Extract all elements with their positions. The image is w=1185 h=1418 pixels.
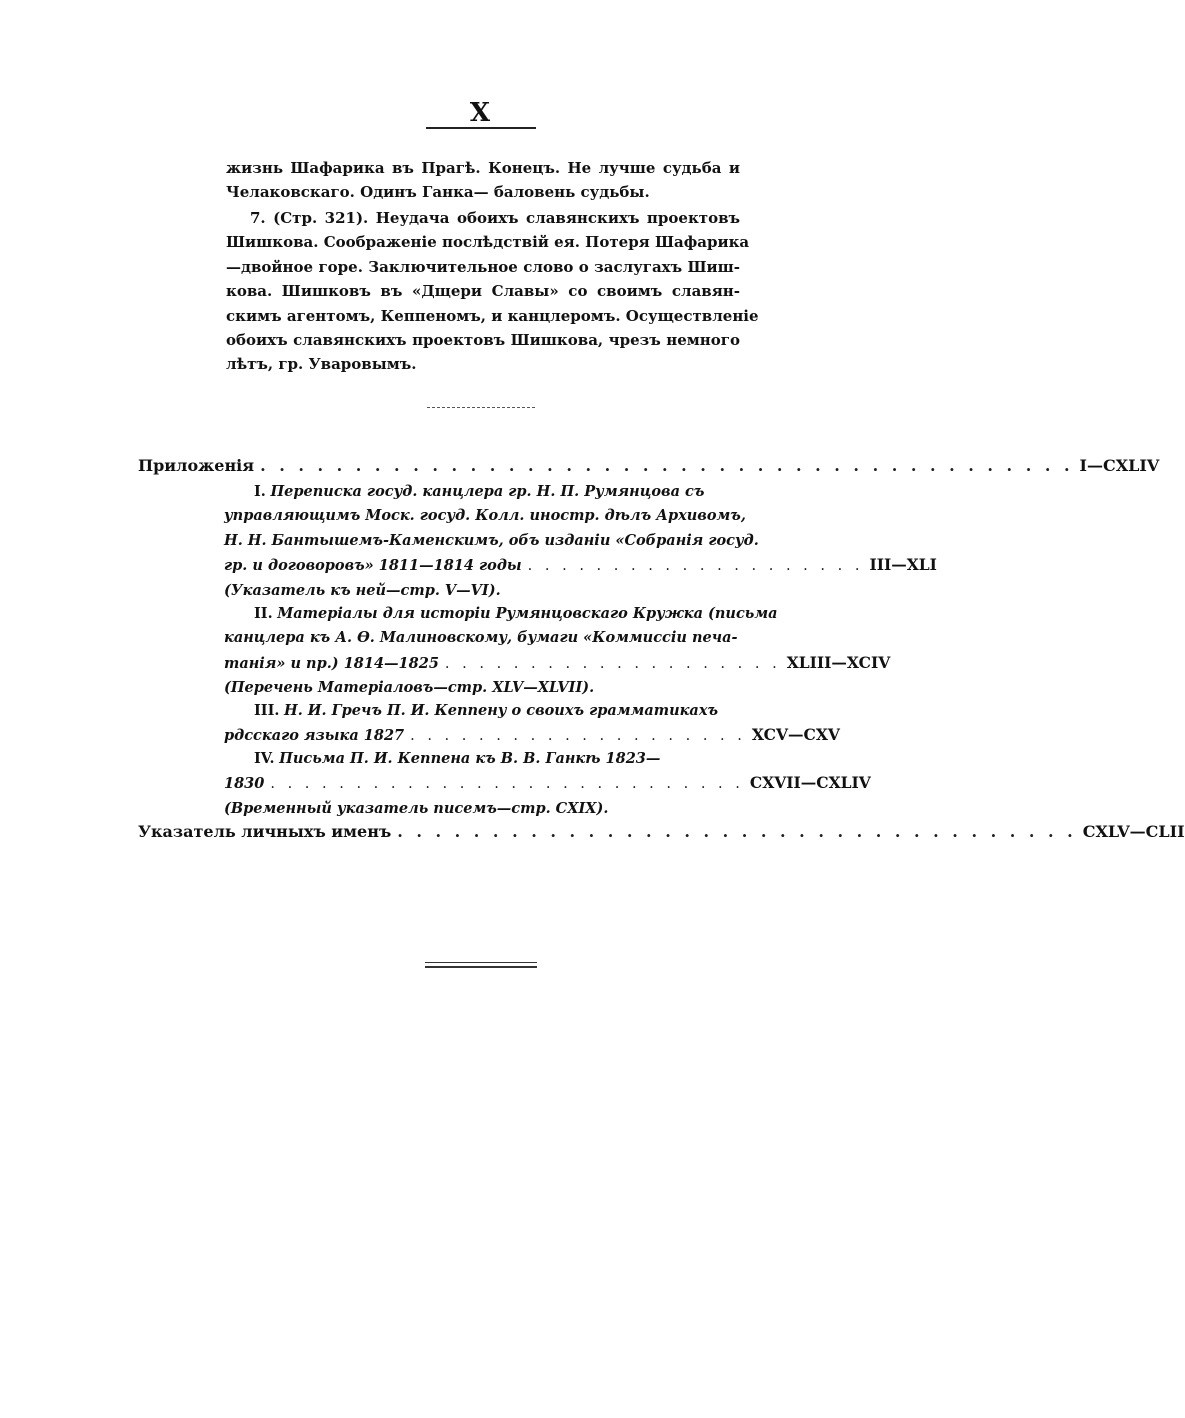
toc-item-4 xyxy=(224,747,871,821)
text-line: лѣтъ, гр. Уваровымъ. xyxy=(226,355,417,374)
toc-index-pages: CXLV—CLII xyxy=(1082,822,1185,841)
item-note: (Временный указатель писемъ—стр. CXIX). xyxy=(224,799,609,817)
toc-index-title: Указатель личныхъ именъ xyxy=(138,822,392,841)
toc-item-1 xyxy=(224,480,937,603)
item-text-line: Переписка госуд. канцлера гр. Н. П. Румянцова съ xyxy=(270,483,705,500)
leader-dots: . . . . . . . . . . . . . . . . . . . . . . . . . . . . . . . . . . . . . . . . . . . xyxy=(260,456,1074,475)
footer-rule xyxy=(425,966,537,968)
item-pages: XLIII—XCIV xyxy=(786,652,891,672)
section-7-paragraph xyxy=(226,206,759,377)
item-pages: XCV—CXV xyxy=(751,725,840,745)
intro-paragraph xyxy=(226,156,740,205)
item-text-line: Н. И. Гречъ П. И. Кеппену о своихъ грамматикахъ xyxy=(284,702,719,719)
toc-appendices-title: Приложенiя xyxy=(138,456,255,475)
leader-dots: . . . . . . . . . . . . . . . . . . . . xyxy=(410,728,746,745)
item-text-line: управляющимъ Моск. госуд. Колл. иностр. дѣлъ Архивомъ, xyxy=(224,507,746,525)
page-numeral: X xyxy=(469,98,491,128)
text-line: Челаковскаго. Одинъ Ганка— баловень судьбы. xyxy=(226,183,650,202)
item-note: (Указатель къ ней—стр. V—VI). xyxy=(224,581,501,599)
text-line: кова. Шишковъ въ «Дщери Славы» со своимъ славян- xyxy=(226,282,740,301)
item-number: III. xyxy=(254,702,280,719)
item-text-line: канцлера къ А. Ө. Малиновскому, бумаги «Коммиссiи печа- xyxy=(224,629,738,647)
footer-rule xyxy=(425,962,537,963)
section-separator xyxy=(427,407,535,410)
toc-appendices-row xyxy=(138,456,1160,475)
item-number: I. xyxy=(254,483,266,500)
item-number: II. xyxy=(254,605,273,622)
item-text-line: Н. Н. Бантышемъ-Каменскимъ, объ изданiи «Собранiя госуд. xyxy=(224,531,759,549)
leader-dots: . . . . . . . . . . . . . . . . . . . . xyxy=(527,558,864,575)
text-line: Шишкова. Соображенiе послѣдствiй ея. Потеря Шафарика xyxy=(226,233,750,252)
leader-dots: . . . . . . . . . . . . . . . . . . . . . . . . . . . . . . . . . . . . xyxy=(397,822,1077,841)
item-note: (Перечень Матерiаловъ—стр. XLV—XLVII). xyxy=(224,679,595,697)
item-pages: CXVII—CXLIV xyxy=(749,773,871,793)
text-line: —двойное горе. Заключительное слово о заслугахъ Шиш- xyxy=(226,257,740,276)
text-line: 7. (Стр. 321). Неудача обоихъ славянскихъ проектовъ xyxy=(250,209,740,227)
text-line: обоихъ славянскихъ проектовъ Шишкова, чрезъ немного xyxy=(226,331,740,350)
item-pages: III—XLI xyxy=(869,555,937,575)
leader-dots: . . . . . . . . . . . . . . . . . . . . . . . . . . . . xyxy=(270,776,744,793)
text-line: жизнь Шафарика въ Прагѣ. Конецъ. Не лучше судьба и xyxy=(226,159,740,177)
header-rule xyxy=(426,127,536,129)
leader-dots: . . . . . . . . . . . . . . . . . . . . xyxy=(444,655,781,672)
toc-item-3 xyxy=(224,699,840,749)
item-number: IV. xyxy=(254,750,275,767)
toc-appendices-pages: I—CXLIV xyxy=(1079,456,1160,475)
toc-item-2 xyxy=(224,602,891,701)
item-text-line: Письма П. И. Кеппена къ В. В. Ганкѣ 1823— xyxy=(279,750,661,767)
item-text-line: рдсскаго языка 1827 xyxy=(224,727,405,745)
item-text-line: танiя» и пр.) 1814—1825 xyxy=(224,654,439,672)
text-line: скимъ агентомъ, Кеппеномъ, и канцлеромъ. Осуществленiе xyxy=(226,306,759,325)
toc-index-row xyxy=(138,822,1185,841)
item-text-line: Матерiалы для исторiи Румянцовскаго Кружка (письма xyxy=(277,605,778,622)
item-text-line: 1830 xyxy=(224,775,265,793)
item-text-line: гр. и договоровъ» 1811—1814 годы xyxy=(224,557,522,575)
